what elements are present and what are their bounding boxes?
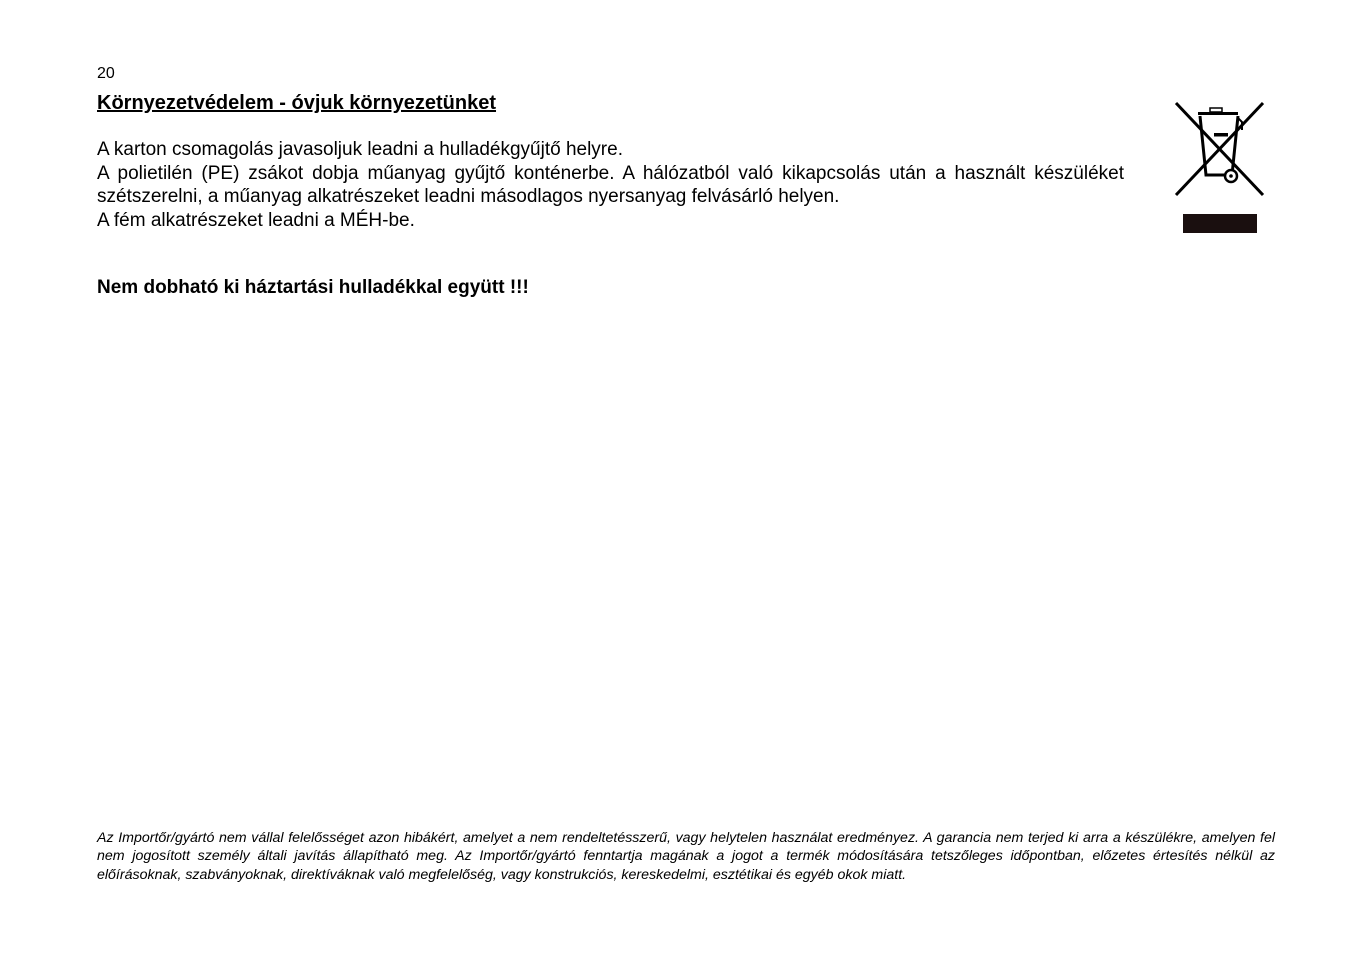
paragraph-metal: A fém alkatrészeket leadni a MÉH-be. [97,209,415,231]
household-waste-warning: Nem dobható ki háztartási hulladékkal együtt !!! [97,277,529,298]
body-text [97,138,1124,232]
page-title: Környezetvédelem - óvjuk környezetünket [97,92,497,114]
disclaimer-text: Az Importőr/gyártó nem vállal felelősséget azon hibákért, amelyet a nem rendeltetésszerű, vagy helytelen használat eredményez. A garancia nem terjed ki arra a készülékre, amelyen fel nem jogosított személy általi javítás állapítható meg. Az Importőr/gyártó fenntartja magának a jogot a termék módosítására tetszőleges időpontban, előzetes értesítés nélkül az előírásoknak, szabványoknak, direktíváknak való megfelelőség, vagy konstrukciós, kereskedelmi, esztétikai és egyéb okok miatt. [97,830,1275,883]
page-number: 20 [97,65,115,82]
crossed-out-wheelie-bin-icon [1172,100,1267,236]
paragraph-plastic: A polietilén (PE) zsákot dobja műanyag gyűjtő konténerbe. A hálózatból való kikapcsolás után a használt készüléket szétszerelni, a műanyag alkatrészeket leadni másodlagos nyersanyag felvásárló helyen. [97,162,1124,207]
paragraph-packaging: A karton csomagolás javasoljuk leadni a hulladékgyűjtő helyre. [97,139,623,160]
